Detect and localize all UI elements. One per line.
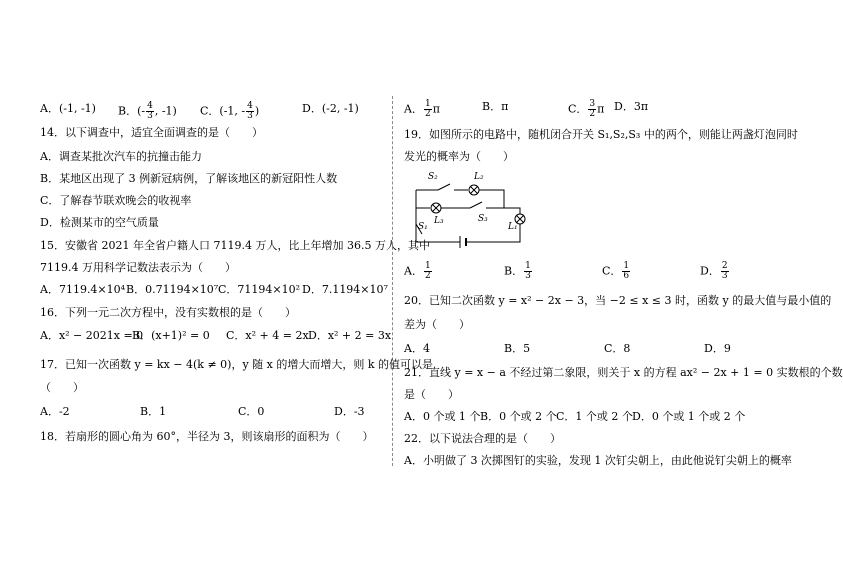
q17-option-d: D．-3: [334, 405, 365, 418]
q19-option-a: A． $\frac{1}{2}$: [404, 261, 431, 281]
q13-option-a: A．(-1, -1): [40, 102, 96, 115]
q22-stem: 22．以下说法合理的是（ ）: [404, 432, 561, 445]
label-l1: L₁: [508, 222, 518, 232]
q16-option-d: D．x² + 2 = 3x: [308, 329, 392, 342]
q20-option-b: B．5: [504, 342, 531, 355]
q17-option-c: C．0: [238, 405, 265, 418]
q16-stem: 16．下列一元二次方程中，没有实数根的是（ ）: [40, 306, 296, 319]
q20-stem-line2: 差为（ ）: [404, 318, 470, 331]
q15-stem-line1: 15．安徽省 2021 年全省户籍人口 7119.4 万人，比上年增加 36.5 万人，其中: [40, 239, 430, 252]
q18-option-b: B．π: [482, 100, 509, 113]
q18-stem: 18．若扇形的圆心角为 60°，半径为 3，则该扇形的面积为（ ）: [40, 430, 374, 443]
q14-option-c: C．了解春节联欢晚会的收视率: [40, 194, 192, 207]
q19-options: [404, 262, 764, 284]
q21-option-d: D．0 个或 1 个或 2 个: [632, 410, 746, 423]
q16-option-a: A．x² − 2021x = 0: [40, 329, 144, 342]
q13-option-c: C．(-1, - $\frac{4}{3}$ ): [200, 101, 260, 121]
q19-option-b: B． $\frac{1}{3}$: [504, 261, 531, 281]
column-divider: [392, 96, 393, 466]
q21-option-a: A．0 个或 1 个: [404, 410, 481, 423]
q21-stem-line2: 是（ ）: [404, 388, 459, 401]
q14-option-d: D．检测某市的空气质量: [40, 216, 159, 229]
q17-stem-line1: 17．已知一次函数 y = kx − 4(k ≠ 0)，y 随 x 的增大而增大，则 k 的值可以是: [40, 358, 434, 371]
q18-option-a: A． $\frac{1}{2}$ π: [404, 99, 440, 119]
q17-option-b: B．1: [140, 405, 167, 418]
q20-option-c: C．8: [604, 342, 631, 355]
circuit-diagram: [410, 172, 530, 250]
q19-stem-line2: 发光的概率为（ ）: [404, 150, 514, 163]
q13-option-d: D．(-2, -1): [302, 102, 359, 115]
q15-option-d: D．7.1194×10⁷: [302, 283, 388, 296]
q14-option-a: A．调查某批次汽车的抗撞击能力: [40, 150, 202, 163]
q19-stem-line1: 19．如图所示的电路中，随机闭合开关 S₁,S₂,S₃ 中的两个，则能让两盏灯泡同时: [404, 128, 798, 141]
q16-options: [40, 329, 392, 343]
q16-option-b: B．(x+1)² = 0: [132, 329, 210, 342]
q15-stem-line2: 7119.4 万用科学记数法表示为（ ）: [40, 261, 236, 274]
q21-option-b: B．0 个或 2 个: [480, 410, 557, 423]
label-l2: L₂: [474, 172, 484, 182]
q14-stem: 14．以下调查中，适宜全面调查的是（ ）: [40, 126, 263, 139]
q17-option-a: A．-2: [40, 405, 70, 418]
q20-option-d: D．9: [704, 342, 731, 355]
q19-option-d: D． $\frac{2}{3}$: [700, 261, 728, 281]
q21-options: [404, 410, 764, 424]
q17-options: [40, 405, 380, 419]
label-l3: L₃: [434, 216, 444, 226]
q15-option-b: B．0.71194×10⁷: [126, 283, 219, 296]
q20-options: [404, 342, 764, 356]
label-s3: S₃: [478, 214, 488, 224]
q13-option-b: B．(- $\frac{4}{3}$ , -1): [118, 101, 177, 121]
q19-option-c: C． $\frac{1}{6}$: [602, 261, 630, 281]
q20-stem-line1: 20．已知二次函数 y = x² − 2x − 3，当 −2 ≤ x ≤ 3 时，函数 y 的最大值与最小值的: [404, 294, 832, 307]
q17-stem-line2: （ ）: [40, 381, 84, 394]
q22-option-a: A．小明做了 3 次掷图钉的实验，发现 1 次钉尖朝上，由此他说钉尖朝上的概率: [404, 454, 792, 467]
q21-option-c: C．1 个或 2 个: [556, 410, 633, 423]
q16-option-c: C．x² + 4 = 2x: [226, 329, 309, 342]
q20-option-a: A．4: [404, 342, 430, 355]
q15-option-a: A．7119.4×10⁴: [40, 283, 126, 296]
q15-options: [40, 283, 388, 297]
q14-option-b: B．某地区出现了 3 例新冠病例，了解该地区的新冠阳性人数: [40, 172, 338, 185]
q21-stem-line1: 21．直线 y = x − a 不经过第二象限，则关于 x 的方程 ax² − 2x + 1 = 0 实数根的个数: [404, 366, 843, 379]
label-s1: S₁: [418, 222, 428, 232]
q15-option-c: C．71194×10²: [218, 283, 301, 296]
q18-options: [404, 100, 764, 118]
q18-option-c: C． $\frac{3}{2}$ π: [568, 99, 605, 119]
label-s2: S₂: [428, 172, 438, 182]
q18-option-d: D．3π: [614, 100, 649, 113]
